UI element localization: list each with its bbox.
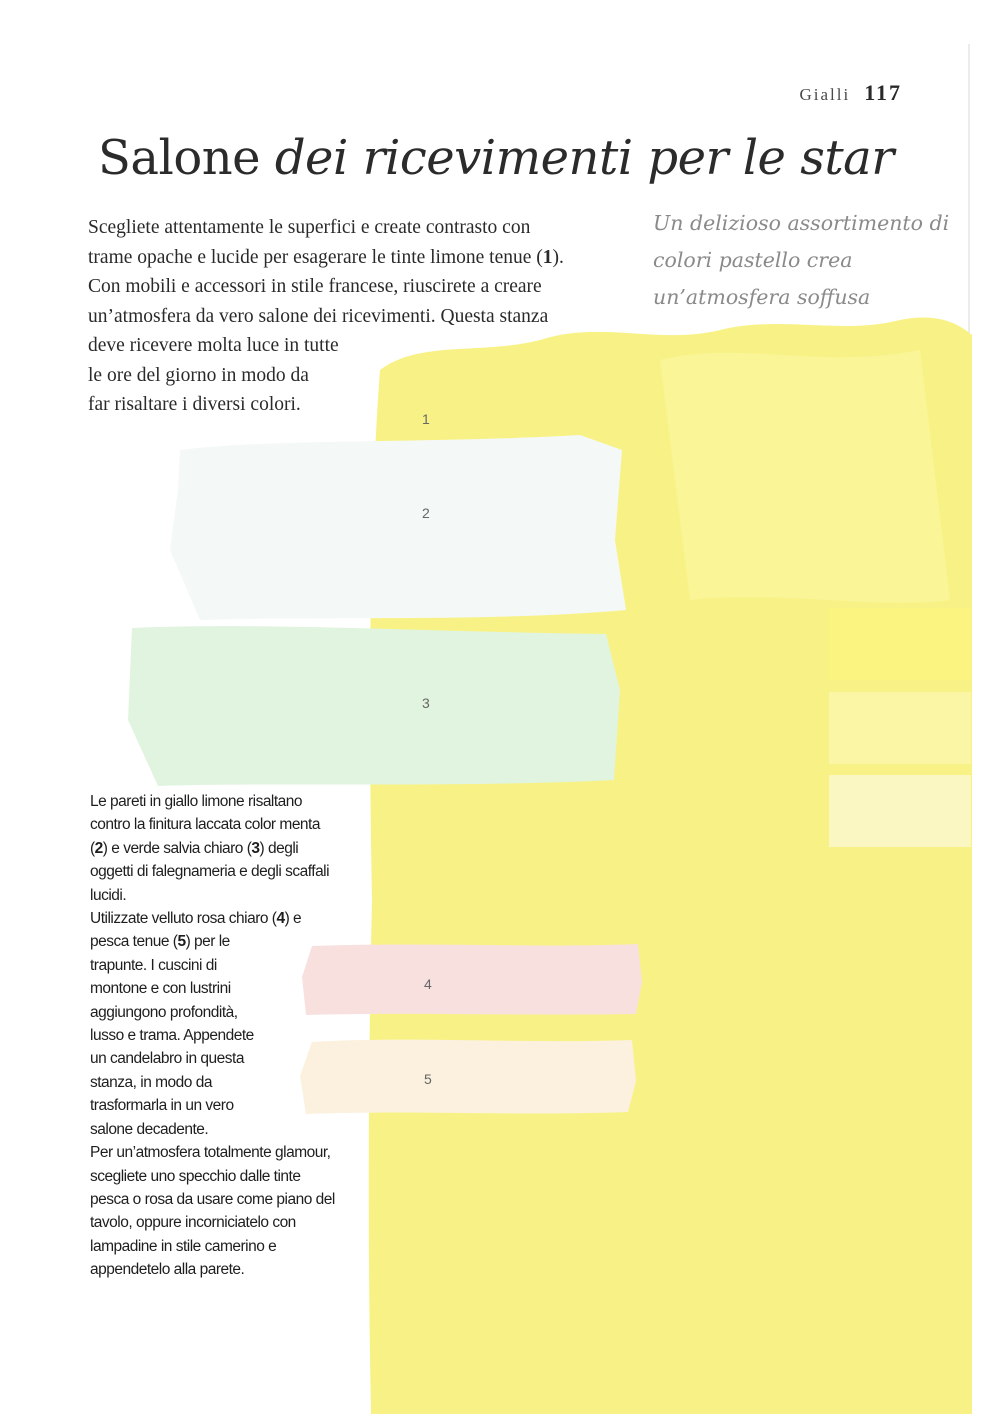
body-line: un candelabro in questa <box>90 1050 244 1068</box>
intro-line: far risaltare i diversi colori. <box>88 394 301 415</box>
body-line: montone e con lustrini <box>90 980 231 998</box>
swatch-number-3: 3 <box>422 695 431 711</box>
body-line: lampadine in stile camerino e <box>90 1237 277 1255</box>
swatch-number-4: 4 <box>424 976 433 992</box>
swatch-number-2: 2 <box>422 505 431 521</box>
intro-line: deve ricevere molta luce in tutte <box>88 335 339 356</box>
swatch-number-1: 1 <box>422 411 431 427</box>
sidebar-swatch-1 <box>829 608 971 680</box>
body-line: contro la finitura laccata color menta <box>90 816 320 834</box>
intro-ref-1: 1 <box>542 246 553 268</box>
body-line: tavolo, oppure incorniciatelo con <box>90 1214 296 1232</box>
intro-line: ). <box>552 246 564 268</box>
body-line: Per un’atmosfera totalmente glamour, <box>90 1144 331 1162</box>
swatch-number-5: 5 <box>424 1071 433 1087</box>
body-line: pesca o rosa da usare come piano del <box>90 1190 335 1208</box>
running-header <box>799 80 902 106</box>
intro-line: le ore del giorno in modo da <box>88 364 309 386</box>
paint-swatch-sage-shape <box>128 626 620 786</box>
intro-line: trame opache e lucide per esagerare le tinte limone tenue ( <box>88 246 543 268</box>
body-line: trapunte. I cuscini di <box>90 956 217 974</box>
body-line: (2) e verde salvia chiaro (3) degli <box>90 839 299 857</box>
body-line: oggetti di falegnameria e degli scaffali <box>90 863 330 881</box>
body-line: lusso e trama. Appendete <box>90 1027 254 1045</box>
page-title <box>98 130 894 186</box>
sidebar-swatch-3 <box>829 775 971 847</box>
body-line: lucidi. <box>90 886 127 904</box>
section-name: Gialli <box>799 85 851 104</box>
intro-paragraph <box>88 213 633 420</box>
body-line: appendetelo alla parete. <box>90 1261 245 1279</box>
subtitle: Un delizioso assortimento di colori pastello crea un’atmosfera soffusa <box>653 211 950 309</box>
body-line: salone decadente. <box>90 1120 209 1138</box>
paint-swatch-mint-shape <box>170 435 626 620</box>
body-line: stanza, in modo da <box>90 1073 212 1091</box>
intro-line: Scegliete attentamente le superfici e create contrasto con <box>88 217 531 238</box>
paint-swatch-yellow-highlight <box>660 350 950 603</box>
sidebar-swatch-2 <box>829 692 971 764</box>
paint-swatch-mint <box>160 430 630 625</box>
page-number: 117 <box>864 80 902 105</box>
body-line: pesca tenue (5) per le <box>90 933 230 951</box>
paint-swatch-sage <box>118 620 628 790</box>
title-italic: dei ricevimenti per le star <box>274 130 894 186</box>
title-plain: Salone <box>98 130 275 186</box>
body-line: aggiungono profondità, <box>90 1003 238 1021</box>
intro-line: un’atmosfera da vero salone dei ricevimenti. Questa stanza <box>88 305 549 327</box>
intro-line: Con mobili e accessori in stile francese, riuscirete a creare <box>88 276 542 297</box>
body-paragraph <box>90 790 370 1282</box>
body-line: trasformarla in un vero <box>90 1097 234 1115</box>
body-line: Le pareti in giallo limone risaltano <box>90 793 303 810</box>
body-line: Utilizzate velluto rosa chiaro (4) e <box>90 910 302 928</box>
body-line: scegliete uno specchio dalle tinte <box>90 1167 301 1185</box>
